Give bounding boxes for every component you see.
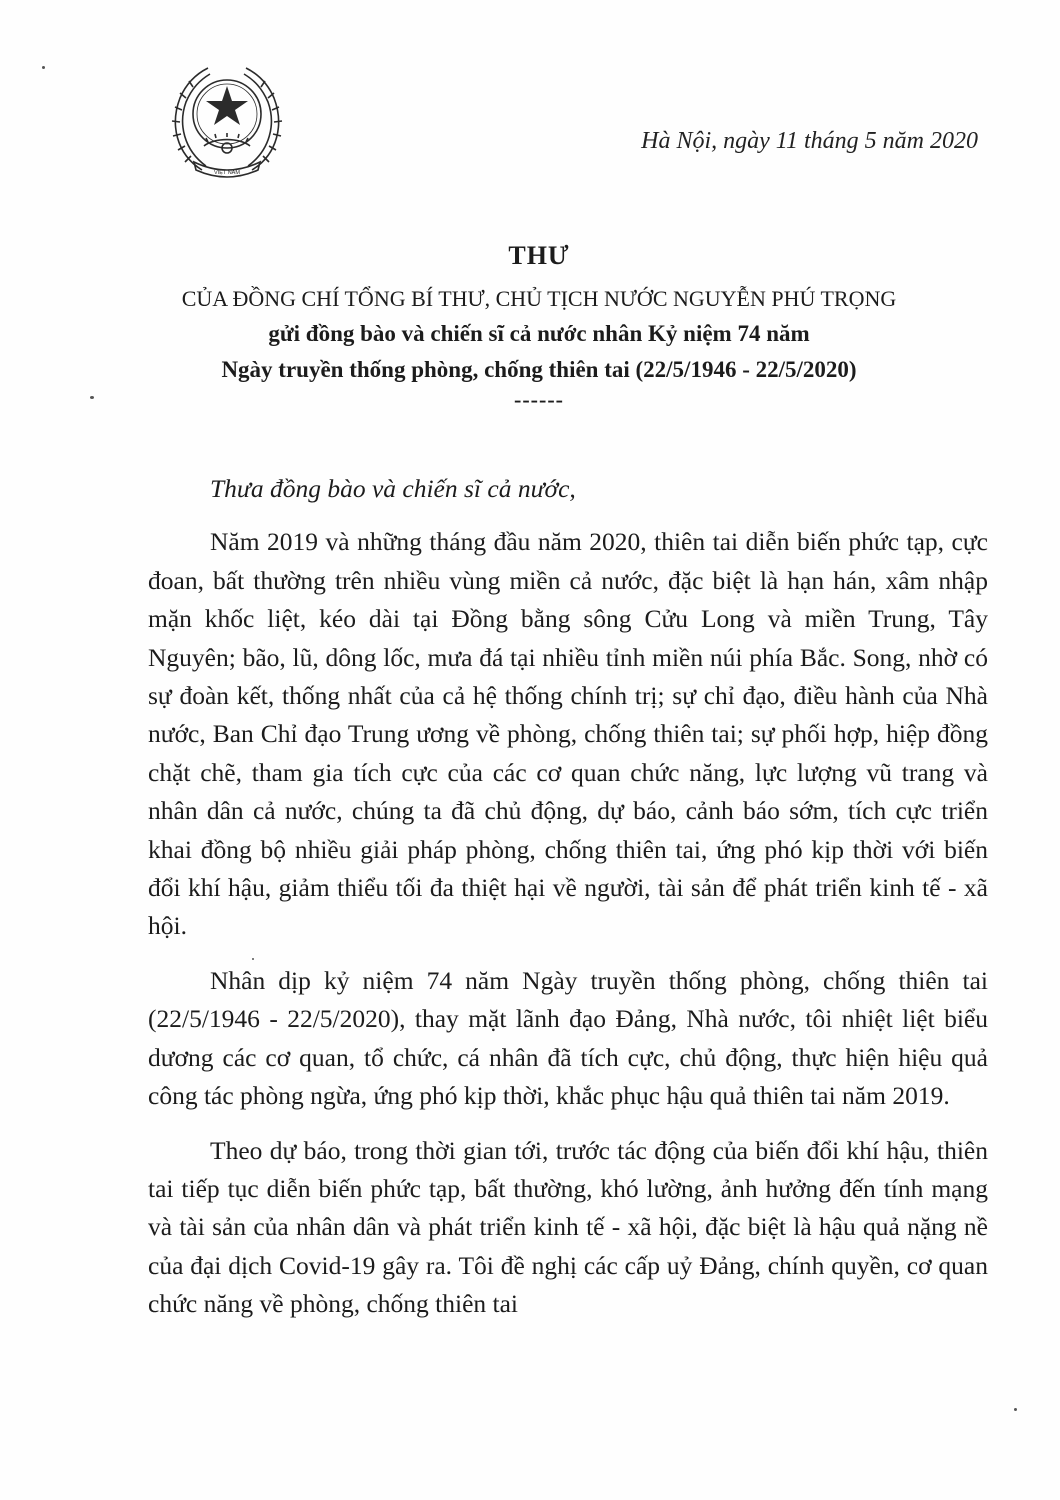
scan-speck [90, 396, 94, 399]
national-emblem-icon [162, 58, 292, 186]
subject-line-2: Ngày truyền thống phòng, chống thiên tai (22/5/1946 - 22/5/2020) [221, 357, 857, 382]
scan-speck [1014, 1408, 1017, 1411]
title-block [100, 240, 978, 412]
sender-line: CỦA ĐỒNG CHÍ TỔNG BÍ THƯ, CHỦ TỊCH NƯỚC NGUYỄN PHÚ TRỌNG [181, 286, 897, 311]
body-paragraph-2: Nhân dịp kỷ niệm 74 năm Ngày truyền thống phòng, chống thiên tai (22/5/1946 - 22/5/2020), thay mặt lãnh đạo Đảng, Nhà nước, tôi nhiệt liệt biểu dương các cơ quan, tổ chức, cá nhân đã tích cực, chủ động, thực hiện hiệu quả công tác phòng ngừa, ứng phó kịp thời, khắc phục hậu quả thiên tai năm 2019. [148, 965, 988, 1111]
scan-speck [42, 66, 45, 69]
document-title: THƯ [508, 241, 570, 270]
body-paragraph-3: Theo dự báo, trong thời gian tới, trước tác động của biến đổi khí hậu, thiên tai tiếp tục diễn biến phức tạp, bất thường, khó lường, ảnh hưởng đến tính mạng và tài sản của nhân dân và phát triển kinh tế - xã hội, đặc biệt là hậu quả nặng nề của đại dịch Covid-19 gây ra. Tôi đề nghị các cấp uỷ Đảng, chính quyền, cơ quan chức năng về phòng, chống thiên tai [148, 1135, 988, 1319]
title-separator: ------ [514, 387, 564, 412]
letter-body [148, 470, 988, 1340]
body-paragraph-1: Năm 2019 và những tháng đầu năm 2020, thiên tai diễn biến phức tạp, cực đoan, bất thường trên nhiều vùng miền cả nước, đặc biệt là hạn hán, xâm nhập mặn khốc liệt, kéo dài tại Đồng bằng sông Cửu Long và miền Trung, Tây Nguyên; bão, lũ, dông lốc, mưa đá tại nhiều tỉnh miền núi phía Bắc. Song, nhờ có sự đoàn kết, thống nhất của cả hệ thống chính trị; sự chỉ đạo, điều hành của Nhà nước, Ban Chỉ đạo Trung ương về phòng, chống thiên tai; sự phối hợp, hiệp đồng chặt chẽ, tham gia tích cực của các cơ quan chức năng, lực lượng vũ trang và nhân dân cả nước, chúng ta đã chủ động, dự báo, cảnh báo sớm, tích cực triển khai đồng bộ nhiều giải pháp phòng, chống thiên tai, ứng phó kịp thời với biến đổi khí hậu, giảm thiểu tối đa thiệt hại về người, tài sản để phát triển kinh tế - xã hội. [148, 527, 988, 941]
subject-line-1: gửi đồng bào và chiến sĩ cả nước nhân Kỷ niệm 74 năm [268, 321, 810, 346]
emblem-ribbon-text: VIỆT NAM [214, 170, 240, 176]
salutation: Thưa đồng bào và chiến sĩ cả nước, [210, 474, 576, 503]
date-line: Hà Nội, ngày 11 tháng 5 năm 2020 [641, 128, 978, 154]
